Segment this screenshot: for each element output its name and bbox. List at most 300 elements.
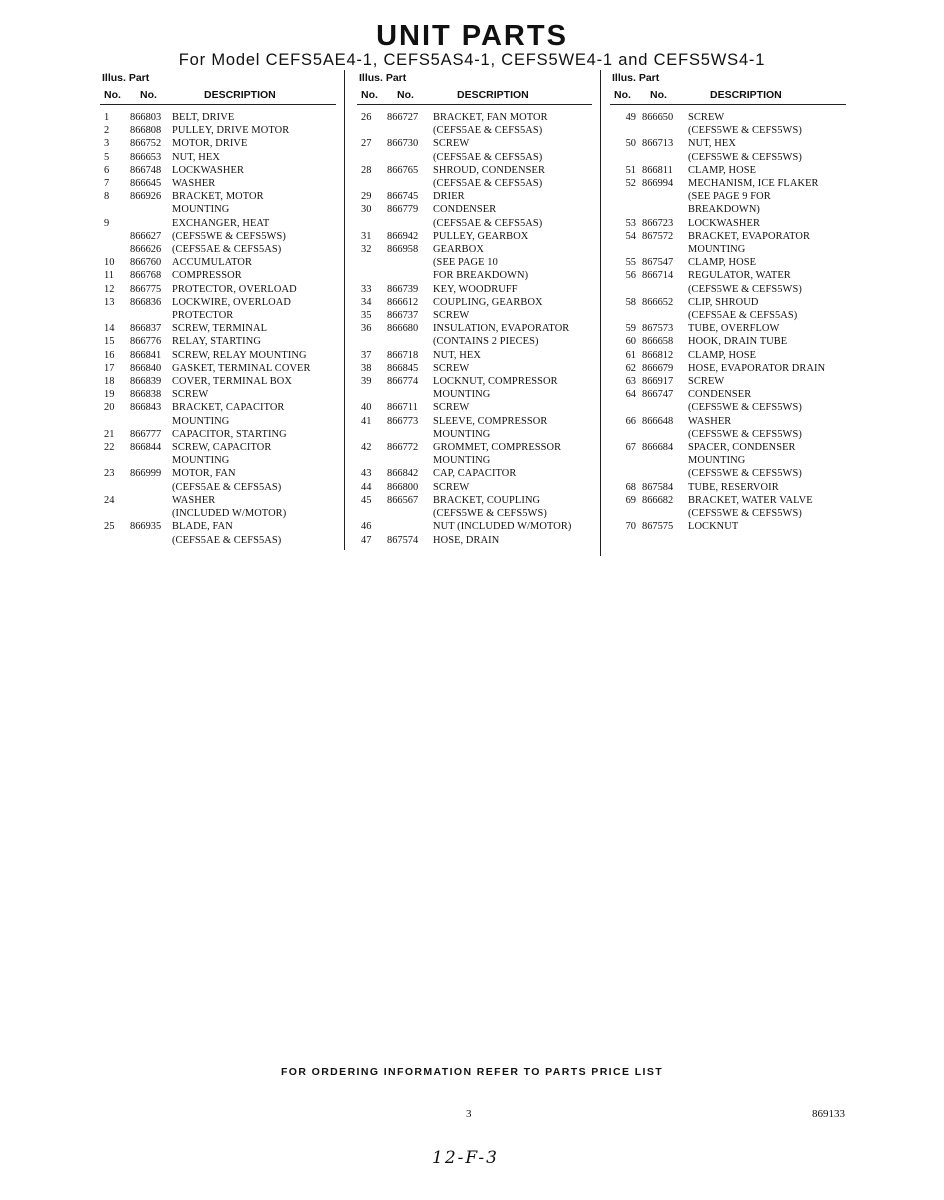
table-row xyxy=(100,177,336,190)
table-row xyxy=(357,217,592,230)
part-number: 867547 xyxy=(642,257,674,269)
illus-number: 36 xyxy=(361,323,372,335)
table-row xyxy=(100,349,336,362)
table-row xyxy=(100,481,336,494)
illus-number: 37 xyxy=(361,349,372,361)
part-number: 866739 xyxy=(387,283,419,295)
illus-number: 8 xyxy=(104,191,110,203)
part-number: 866837 xyxy=(130,323,162,335)
part-number: 866711 xyxy=(387,402,418,414)
part-description: TUBE, RESERVOIR xyxy=(688,481,779,493)
table-row xyxy=(100,124,336,137)
part-description: BRACKET, FAN MOTOR xyxy=(433,112,548,123)
illus-number xyxy=(610,428,640,441)
part-description: BRACKET, COUPLING xyxy=(433,494,541,506)
part-number: 867573 xyxy=(642,323,674,335)
part-description: (SEE PAGE 9 FOR xyxy=(688,191,771,203)
illus-number xyxy=(610,151,640,164)
illus-number xyxy=(610,467,640,480)
table-row xyxy=(100,296,336,309)
table-row xyxy=(610,124,846,137)
table-row xyxy=(610,322,846,335)
illus-part-label: Illus. Part xyxy=(102,72,150,84)
illus-number: 66 xyxy=(625,415,636,427)
table-row xyxy=(357,454,592,467)
column-divider xyxy=(344,70,345,550)
page-title: UNIT PARTS xyxy=(376,20,568,52)
illus-number: 64 xyxy=(625,389,636,401)
table-row xyxy=(100,375,336,388)
table-row xyxy=(100,534,336,547)
table-row xyxy=(100,441,336,454)
table-row xyxy=(610,481,846,494)
part-description: CAPACITOR, STARTING xyxy=(172,428,287,440)
part-number: 866745 xyxy=(387,191,419,203)
part-number: 866808 xyxy=(130,125,162,137)
part-description: COVER, TERMINAL BOX xyxy=(172,376,292,388)
part-description: CLIP, SHROUD xyxy=(688,296,759,308)
part-description: (CEFS5WE & CEFS5WS) xyxy=(433,508,547,520)
illus-number: 24 xyxy=(104,494,115,506)
illus-number: 52 xyxy=(625,178,636,190)
illus-number: 18 xyxy=(104,376,115,388)
illus-number: 12 xyxy=(104,283,115,295)
part-number xyxy=(124,534,172,547)
part-number: 866627 xyxy=(130,230,162,242)
part-description: PROTECTOR, OVERLOAD xyxy=(172,283,297,295)
column-header xyxy=(100,70,336,104)
illus-number: 39 xyxy=(361,376,372,388)
part-number xyxy=(640,124,688,137)
illus-number: 45 xyxy=(361,494,372,506)
illus-number: 14 xyxy=(104,323,115,335)
illus-number: 44 xyxy=(361,481,372,493)
part-description: LOCKNUT, COMPRESSOR xyxy=(433,376,558,388)
illus-number: 15 xyxy=(104,336,115,348)
part-no-label: No. xyxy=(140,89,157,101)
part-description: SHROUD, CONDENSER xyxy=(433,164,545,176)
column-header xyxy=(357,70,592,104)
part-description: COMPRESSOR xyxy=(172,270,242,282)
part-number xyxy=(124,494,172,507)
table-row xyxy=(100,428,336,441)
part-description: MOUNTING xyxy=(688,244,746,256)
part-description: GEARBOX xyxy=(433,244,484,256)
part-number: 866800 xyxy=(387,481,419,493)
table-row xyxy=(357,230,592,243)
illus-number xyxy=(357,428,383,441)
table-row xyxy=(357,401,592,414)
illus-number xyxy=(610,507,640,520)
part-number: 866768 xyxy=(130,270,162,282)
table-row xyxy=(357,534,592,547)
illus-no-label: No. xyxy=(361,89,378,101)
illus-number: 53 xyxy=(625,217,636,229)
illus-number: 30 xyxy=(361,204,372,216)
part-number: 866994 xyxy=(642,178,674,190)
table-row xyxy=(610,415,846,428)
table-row xyxy=(357,137,592,150)
table-row xyxy=(357,177,592,190)
part-number: 866730 xyxy=(387,138,419,150)
table-row xyxy=(357,309,592,322)
table-row xyxy=(357,151,592,164)
part-number xyxy=(124,415,172,428)
part-description: SCREW xyxy=(433,138,470,150)
table-row xyxy=(100,309,336,322)
illus-number: 32 xyxy=(361,244,372,256)
table-row xyxy=(100,164,336,177)
part-description: SCREW xyxy=(433,310,470,322)
table-row xyxy=(100,111,336,124)
illus-number: 61 xyxy=(625,349,636,361)
part-description: (CEFS5WE & CEFS5WS) xyxy=(688,283,802,295)
parts-column-3 xyxy=(610,70,846,534)
part-description: GASKET, TERMINAL COVER xyxy=(172,362,311,374)
part-description: TUBE, OVERFLOW xyxy=(688,323,780,335)
illus-number xyxy=(610,243,640,256)
ordering-footer: FOR ORDERING INFORMATION REFER TO PARTS PRICE LIST xyxy=(280,1066,664,1078)
illus-number: 10 xyxy=(104,257,115,269)
table-row xyxy=(357,190,592,203)
header-rule xyxy=(610,104,846,105)
part-description: INSULATION, EVAPORATOR xyxy=(433,323,570,335)
part-number: 866680 xyxy=(387,323,419,335)
illus-number: 41 xyxy=(361,415,372,427)
illus-number: 27 xyxy=(361,138,372,150)
part-number: 866841 xyxy=(130,349,162,361)
part-number: 866612 xyxy=(387,296,419,308)
part-description: (CEFS5WE & CEFS5WS) xyxy=(688,468,802,480)
part-description: GROMMET, COMPRESSOR xyxy=(433,442,562,454)
part-description: ACCUMULATOR xyxy=(172,257,253,269)
illus-number: 21 xyxy=(104,428,115,440)
illus-number: 68 xyxy=(625,481,636,493)
illus-number: 29 xyxy=(361,191,372,203)
part-description: (CEFS5WE & CEFS5WS) xyxy=(688,125,802,137)
part-description: BLADE, FAN xyxy=(172,521,233,533)
part-description: CLAMP, HOSE xyxy=(688,164,757,176)
table-row xyxy=(100,494,336,507)
illus-number xyxy=(610,401,640,414)
part-number: 867575 xyxy=(642,521,674,533)
illus-number: 35 xyxy=(361,310,372,322)
illus-number xyxy=(100,454,124,467)
table-row xyxy=(610,309,846,322)
table-row xyxy=(100,151,336,164)
illus-number xyxy=(357,256,383,269)
illus-number: 55 xyxy=(625,257,636,269)
part-description: (CEFS5AE & CEFS5AS) xyxy=(172,244,282,256)
part-description: MOUNTING xyxy=(172,204,230,216)
illus-number: 47 xyxy=(361,534,372,546)
table-row xyxy=(610,428,846,441)
part-number xyxy=(640,401,688,414)
illus-number: 6 xyxy=(104,164,110,176)
part-description: (CONTAINS 2 PIECES) xyxy=(433,336,539,348)
part-number: 866836 xyxy=(130,296,162,308)
part-description: (CEFS5AE & CEFS5AS) xyxy=(433,125,543,137)
part-number xyxy=(383,520,433,533)
illus-number xyxy=(100,243,124,256)
column-divider xyxy=(600,70,601,556)
illus-number xyxy=(357,151,383,164)
part-description: (CEFS5AE & CEFS5AS) xyxy=(172,481,282,493)
table-row xyxy=(100,362,336,375)
part-no-label: No. xyxy=(650,89,667,101)
illus-number: 62 xyxy=(625,362,636,374)
part-number: 866845 xyxy=(387,362,419,374)
table-row xyxy=(357,388,592,401)
part-description: SCREW xyxy=(433,362,470,374)
part-number xyxy=(124,217,172,230)
illus-part-label: Illus. Part xyxy=(612,72,660,84)
part-number: 866713 xyxy=(642,138,674,150)
part-number: 866652 xyxy=(642,296,674,308)
part-number xyxy=(640,151,688,164)
illus-number: 1 xyxy=(104,112,110,123)
part-description: BRACKET, EVAPORATOR xyxy=(688,230,810,242)
illus-number xyxy=(357,177,383,190)
part-number: 866772 xyxy=(387,442,419,454)
part-number: 866843 xyxy=(130,402,162,414)
part-no-label: No. xyxy=(397,89,414,101)
part-description: SCREW, CAPACITOR xyxy=(172,442,272,454)
part-number: 866838 xyxy=(130,389,162,401)
handwritten-note: 12-F-3 xyxy=(432,1148,499,1168)
part-number: 866958 xyxy=(387,244,419,256)
part-number xyxy=(383,177,433,190)
illus-number: 40 xyxy=(361,402,372,414)
illus-number xyxy=(610,203,640,216)
part-number xyxy=(124,309,172,322)
illus-number: 56 xyxy=(625,270,636,282)
part-description: NUT, HEX xyxy=(433,349,481,361)
illus-number: 46 xyxy=(361,521,372,533)
header-rule xyxy=(357,104,592,105)
part-number xyxy=(383,124,433,137)
illus-number xyxy=(610,454,640,467)
header-rule xyxy=(100,104,336,105)
part-number: 866935 xyxy=(130,521,162,533)
part-number: 866653 xyxy=(130,151,162,163)
table-row xyxy=(610,296,846,309)
part-description: PROTECTOR xyxy=(172,310,234,322)
parts-column-2 xyxy=(357,70,592,547)
illus-number xyxy=(100,507,124,520)
part-number xyxy=(383,454,433,467)
part-description: NUT, HEX xyxy=(688,138,736,150)
part-number: 866567 xyxy=(387,494,419,506)
illus-no-label: No. xyxy=(104,89,121,101)
part-number xyxy=(383,151,433,164)
part-number xyxy=(640,309,688,322)
illus-number: 31 xyxy=(361,230,372,242)
illus-part-label: Illus. Part xyxy=(359,72,407,84)
illus-number: 34 xyxy=(361,296,372,308)
illus-number xyxy=(357,335,383,348)
table-row xyxy=(357,362,592,375)
illus-number: 3 xyxy=(104,138,110,150)
part-number xyxy=(640,428,688,441)
table-row xyxy=(357,335,592,348)
table-row xyxy=(100,507,336,520)
part-number xyxy=(640,243,688,256)
table-row xyxy=(357,203,592,216)
table-row xyxy=(610,190,846,203)
table-row xyxy=(610,401,846,414)
part-number: 867574 xyxy=(387,534,419,546)
part-description: CLAMP, HOSE xyxy=(688,257,757,269)
part-description: RELAY, STARTING xyxy=(172,336,261,348)
part-description: EXCHANGER, HEAT xyxy=(172,217,270,229)
part-number: 867584 xyxy=(642,481,674,493)
part-number xyxy=(383,507,433,520)
parts-column-1 xyxy=(100,70,336,547)
table-row xyxy=(357,507,592,520)
description-label: DESCRIPTION xyxy=(457,89,529,101)
table-row xyxy=(610,467,846,480)
part-number xyxy=(640,467,688,480)
illus-number xyxy=(357,217,383,230)
part-description: CONDENSER xyxy=(433,204,497,216)
part-description: WASHER xyxy=(172,494,216,506)
table-row xyxy=(610,362,846,375)
part-number: 866752 xyxy=(130,138,162,150)
part-number xyxy=(124,481,172,494)
part-description: SCREW xyxy=(172,389,209,401)
part-description: BRACKET, WATER VALVE xyxy=(688,494,813,506)
part-description: CAP, CAPACITOR xyxy=(433,468,517,480)
part-description: (CEFS5AE & CEFS5AS) xyxy=(433,178,543,190)
part-description: HOSE, DRAIN xyxy=(433,534,500,546)
part-number: 866679 xyxy=(642,362,674,374)
illus-number: 16 xyxy=(104,349,115,361)
table-row xyxy=(610,177,846,190)
illus-number xyxy=(610,124,640,137)
part-number: 866812 xyxy=(642,349,674,361)
illus-number: 58 xyxy=(625,296,636,308)
part-number: 866723 xyxy=(642,217,674,229)
part-description: SLEEVE, COMPRESSOR xyxy=(433,415,548,427)
table-row xyxy=(100,467,336,480)
part-number: 866779 xyxy=(387,204,419,216)
part-number xyxy=(640,283,688,296)
table-row xyxy=(610,494,846,507)
part-description: BELT, DRIVE xyxy=(172,112,235,123)
part-number xyxy=(640,190,688,203)
part-number: 866774 xyxy=(387,376,419,388)
part-description: MOUNTING xyxy=(688,455,746,467)
part-description: (CEFS5WE & CEFS5WS) xyxy=(688,402,802,414)
parts-list xyxy=(357,111,592,547)
table-row xyxy=(610,151,846,164)
part-description: MOUNTING xyxy=(433,455,491,467)
illus-number: 22 xyxy=(104,442,115,454)
part-description: BRACKET, MOTOR xyxy=(172,191,264,203)
illus-no-label: No. xyxy=(614,89,631,101)
illus-number xyxy=(357,124,383,137)
table-row xyxy=(610,256,846,269)
illus-number: 69 xyxy=(625,494,636,506)
part-number xyxy=(383,428,433,441)
part-description: (CEFS5WE & CEFS5WS) xyxy=(688,151,802,163)
illus-number: 60 xyxy=(625,336,636,348)
illus-number: 59 xyxy=(625,323,636,335)
parts-list xyxy=(610,111,846,534)
table-row xyxy=(100,137,336,150)
table-row xyxy=(100,256,336,269)
part-number: 866839 xyxy=(130,376,162,388)
page-number: 3 xyxy=(466,1108,472,1120)
table-row xyxy=(610,203,846,216)
table-row xyxy=(610,269,846,282)
part-number: 866926 xyxy=(130,191,162,203)
part-number: 866777 xyxy=(130,428,162,440)
illus-number: 33 xyxy=(361,283,372,295)
part-number xyxy=(124,454,172,467)
part-number: 866776 xyxy=(130,336,162,348)
part-description: SPACER, CONDENSER xyxy=(688,442,796,454)
part-number xyxy=(383,388,433,401)
part-description: MOUNTING xyxy=(433,389,491,401)
part-description: KEY, WOODRUFF xyxy=(433,283,518,295)
table-row xyxy=(357,256,592,269)
table-row xyxy=(100,243,336,256)
part-number: 866714 xyxy=(642,270,674,282)
part-number: 866737 xyxy=(387,310,419,322)
illus-number: 20 xyxy=(104,402,115,414)
table-row xyxy=(357,111,592,124)
part-description: WASHER xyxy=(172,178,216,190)
part-description: (CEFS5WE & CEFS5WS) xyxy=(688,428,802,440)
part-description: LOCKWIRE, OVERLOAD xyxy=(172,296,291,308)
part-number: 866747 xyxy=(642,389,674,401)
part-description: NUT, HEX xyxy=(172,151,220,163)
illus-number: 51 xyxy=(625,164,636,176)
part-number: 866803 xyxy=(130,112,162,123)
table-row xyxy=(610,217,846,230)
table-row xyxy=(100,520,336,533)
part-description: HOSE, EVAPORATOR DRAIN xyxy=(688,362,826,374)
illus-number: 9 xyxy=(104,217,110,229)
table-row xyxy=(610,388,846,401)
table-row xyxy=(100,283,336,296)
part-number: 866917 xyxy=(642,376,674,388)
illus-number: 11 xyxy=(104,270,115,282)
part-description: MOUNTING xyxy=(433,428,491,440)
table-row xyxy=(357,283,592,296)
part-number xyxy=(383,269,433,282)
table-row xyxy=(610,441,846,454)
part-number xyxy=(383,335,433,348)
part-description: (CEFS5AE & CEFS5AS) xyxy=(688,310,798,322)
table-row xyxy=(610,335,846,348)
illus-number xyxy=(357,269,383,282)
illus-number xyxy=(357,388,383,401)
model-subtitle: For Model CEFS5AE4-1, CEFS5AS4-1, CEFS5WE4-1 and CEFS5WS4-1 xyxy=(178,51,766,69)
illus-number xyxy=(100,481,124,494)
description-label: DESCRIPTION xyxy=(204,89,276,101)
table-row xyxy=(100,322,336,335)
part-description: HOOK, DRAIN TUBE xyxy=(688,336,788,348)
table-row xyxy=(357,124,592,137)
part-description: (CEFS5AE & CEFS5AS) xyxy=(433,151,543,163)
illus-number: 19 xyxy=(104,389,115,401)
table-row xyxy=(357,494,592,507)
part-description: (CEFS5WE & CEFS5WS) xyxy=(688,508,802,520)
part-description: MOUNTING xyxy=(172,415,230,427)
